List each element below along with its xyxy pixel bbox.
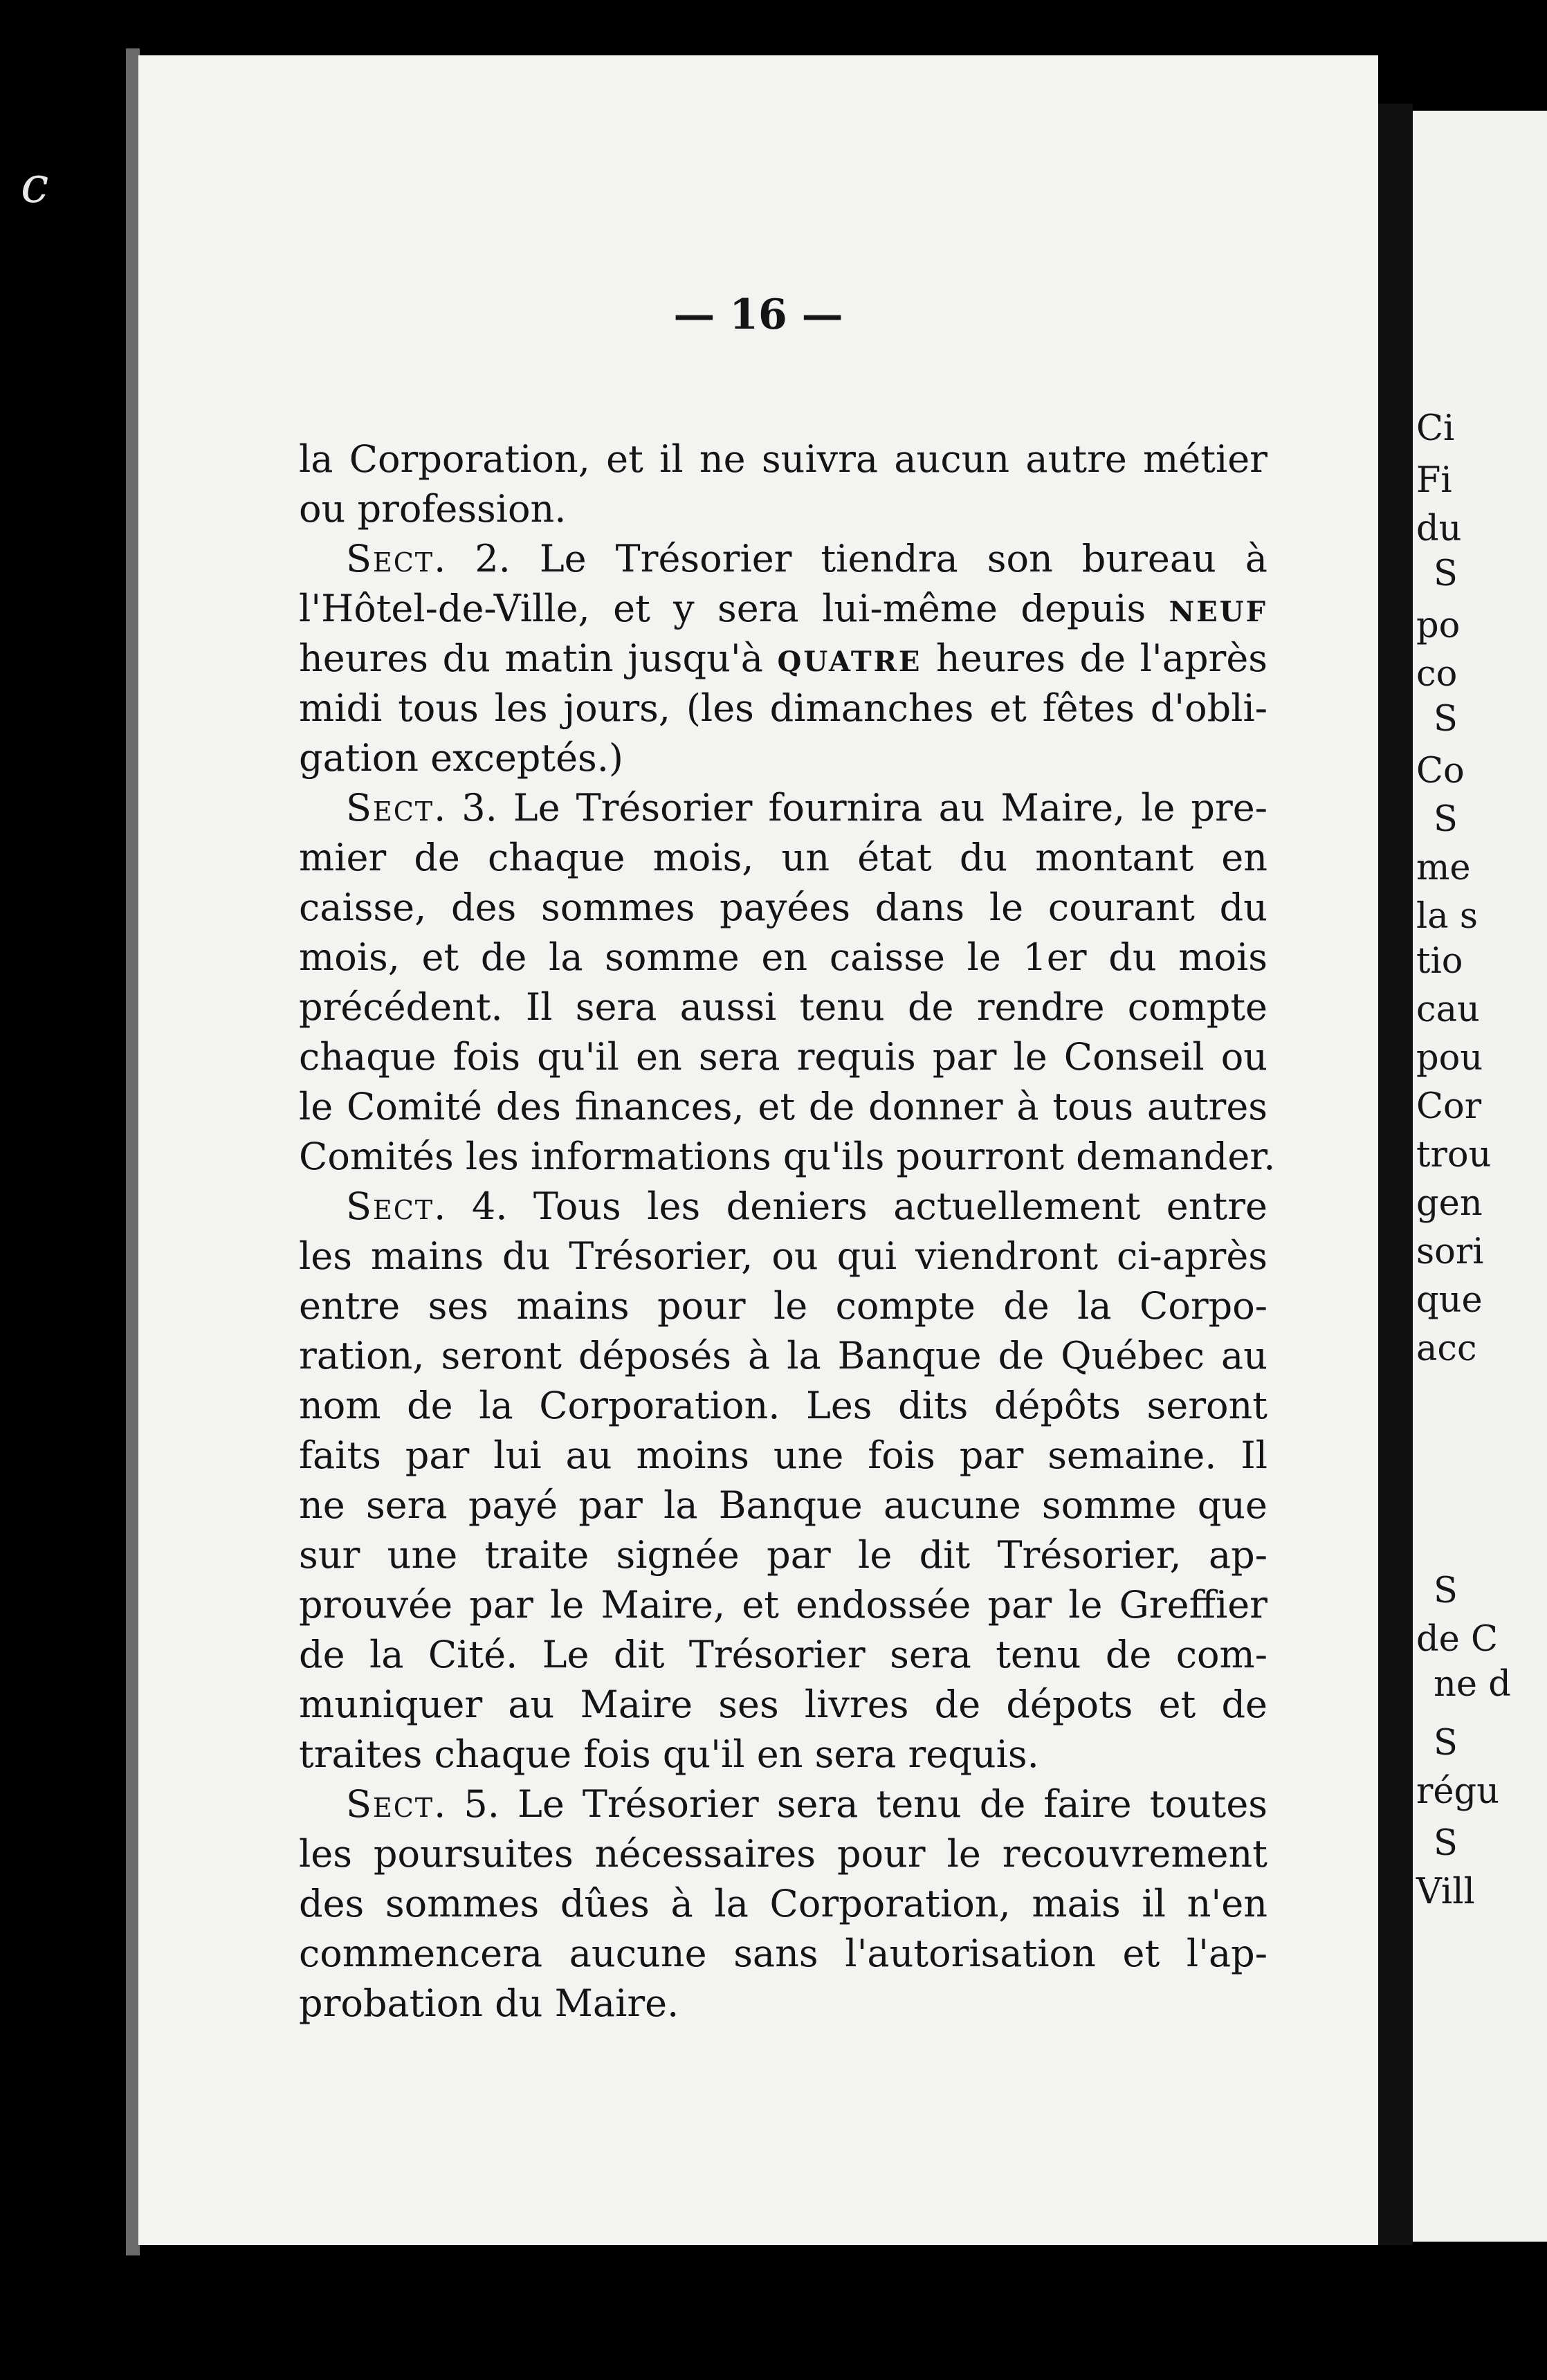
text-line xyxy=(299,933,1267,982)
facing-page-text: régu xyxy=(1416,1771,1500,1812)
facing-page-text: pou xyxy=(1416,1038,1483,1079)
text-run: Comités les informations qu'ils pourront demander. xyxy=(299,1135,1276,1178)
page-edge xyxy=(126,48,140,2255)
text-line xyxy=(299,1879,1267,1929)
text-run: l'Hôtel-de-Ville, et y sera lui-même depuis xyxy=(299,587,1169,630)
text-line xyxy=(299,1032,1267,1082)
text-line xyxy=(299,1381,1267,1431)
text-line xyxy=(299,1730,1267,1779)
text-line xyxy=(299,1281,1267,1331)
text-line xyxy=(299,1680,1267,1730)
text-run: traites chaque fois qu'il en sera requis. xyxy=(299,1732,1039,1776)
facing-page-text: Co xyxy=(1416,751,1465,791)
text-run: . 3. Le Trésorier fournira au Maire, le pre- xyxy=(434,786,1267,830)
page-gutter-shadow xyxy=(1378,104,1413,2245)
text-run: de la Cité. Le dit Trésorier sera tenu de com- xyxy=(299,1633,1267,1676)
text-line xyxy=(299,584,1267,634)
facing-page-text: S xyxy=(1434,699,1458,740)
facing-page-text: S xyxy=(1434,1823,1458,1864)
facing-page-text: tio xyxy=(1416,941,1463,982)
text-run: midi tous les jours, (les dimanches et fêtes d'obli- xyxy=(299,686,1267,730)
facing-page-text: co xyxy=(1416,654,1458,695)
text-line xyxy=(299,733,1267,783)
text-line xyxy=(299,1979,1267,2029)
text-line xyxy=(299,1431,1267,1481)
text-line xyxy=(299,1630,1267,1680)
text-line xyxy=(299,883,1267,933)
text-run: muniquer au Maire ses livres de dépots et de xyxy=(299,1683,1267,1726)
text-run: faits par lui au moins une fois par semaine. Il xyxy=(299,1434,1267,1477)
text-run: caisse, des sommes payées dans le courant du xyxy=(299,886,1267,929)
text-run: heures du matin jusqu'à xyxy=(299,637,778,680)
facing-page-text: Ci xyxy=(1416,408,1455,449)
facing-page-text: S xyxy=(1434,1723,1458,1764)
body-text xyxy=(299,434,1276,2029)
text-line xyxy=(299,1829,1267,1879)
text-run: mier de chaque mois, un état du montant en xyxy=(299,836,1267,879)
facing-page-text: S xyxy=(1434,553,1458,594)
text-run: gation exceptés.) xyxy=(299,736,623,780)
text-line xyxy=(299,1779,1267,1829)
text-line xyxy=(299,484,1267,534)
facing-page-text: acc xyxy=(1416,1328,1477,1369)
text-run: précédent. Il sera aussi tenu de rendre compte xyxy=(299,985,1267,1029)
text-line xyxy=(299,1132,1276,1182)
text-run: des sommes dûes à la Corporation, mais il n'en xyxy=(299,1882,1267,1925)
facing-page-text: S xyxy=(1434,799,1458,840)
text-run: les mains du Trésorier, ou qui viendront ci-après xyxy=(299,1234,1267,1278)
text-run: sur une traite signée par le dit Trésorier, ap- xyxy=(299,1533,1267,1577)
page xyxy=(138,55,1378,2245)
text-line xyxy=(299,1232,1267,1281)
facing-page-fragment xyxy=(1413,111,1547,2242)
text-run: la Corporation, et il ne suivra aucun autre métier xyxy=(299,437,1267,481)
text-line xyxy=(299,534,1267,584)
text-line xyxy=(299,1580,1267,1630)
facing-page-text: cau xyxy=(1416,989,1480,1030)
text-run: heures de l'après xyxy=(922,637,1267,680)
text-run: les poursuites nécessaires pour le recouvrement xyxy=(299,1832,1267,1876)
facing-page-text: gen xyxy=(1416,1183,1483,1224)
facing-page-text: S xyxy=(1434,1571,1458,1611)
text-run: chaque fois qu'il en sera requis par le Conseil ou xyxy=(299,1035,1267,1079)
section-label: Sect xyxy=(346,786,434,830)
scan-left-border xyxy=(0,0,125,2380)
emphasized-word: QUATRE xyxy=(777,646,922,678)
facing-page-text: me xyxy=(1416,848,1471,888)
text-line xyxy=(299,1331,1267,1381)
facing-page-text: la s xyxy=(1416,896,1479,937)
text-run: ne sera payé par la Banque aucune somme que xyxy=(299,1483,1267,1527)
facing-page-text: Cor xyxy=(1416,1086,1482,1127)
facing-page-text: du xyxy=(1416,509,1462,549)
text-line xyxy=(299,684,1267,733)
text-line xyxy=(299,434,1267,484)
text-line xyxy=(299,1929,1267,1979)
text-run: le Comité des finances, et de donner à tous autres xyxy=(299,1085,1267,1128)
emphasized-word: NEUF xyxy=(1169,596,1267,628)
text-line xyxy=(299,982,1267,1032)
text-run: ou profession. xyxy=(299,487,567,531)
text-run: prouvée par le Maire, et endossée par le Greffier xyxy=(299,1583,1267,1627)
section-label: Sect xyxy=(346,537,434,580)
text-run: . 4. Tous les deniers actuellement entre xyxy=(434,1184,1267,1228)
text-line xyxy=(299,634,1267,684)
facing-page-text: de C xyxy=(1416,1619,1499,1660)
text-line xyxy=(299,1082,1267,1132)
text-line xyxy=(299,1182,1267,1232)
text-line xyxy=(299,1481,1267,1530)
text-run: . 2. Le Trésorier tiendra son bureau à xyxy=(434,537,1267,580)
text-run: ration, seront déposés à la Banque de Québec au xyxy=(299,1334,1267,1377)
facing-page-text: po xyxy=(1416,605,1461,646)
text-line xyxy=(299,833,1267,883)
section-label: Sect xyxy=(346,1782,434,1826)
text-run: commencera aucune sans l'autorisation et l'ap- xyxy=(299,1932,1267,1975)
text-run: . 5. Le Trésorier sera tenu de faire toutes xyxy=(434,1782,1267,1826)
margin-mark: c xyxy=(21,156,49,214)
page-number: — 16 — xyxy=(673,291,843,339)
facing-page-text: ne d xyxy=(1434,1664,1511,1705)
facing-page-text: trou xyxy=(1416,1135,1492,1175)
text-run: mois, et de la somme en caisse le 1er du mois xyxy=(299,935,1267,979)
facing-page-text: Vill xyxy=(1416,1871,1475,1912)
facing-page-text: Fi xyxy=(1416,460,1452,501)
text-line xyxy=(299,1530,1267,1580)
facing-page-text: que xyxy=(1416,1280,1483,1321)
text-line xyxy=(299,783,1267,833)
text-run: probation du Maire. xyxy=(299,1981,679,2025)
facing-page-text: sori xyxy=(1416,1232,1484,1272)
text-run: entre ses mains pour le compte de la Corpo- xyxy=(299,1284,1267,1328)
text-run: nom de la Corporation. Les dits dépôts seront xyxy=(299,1384,1267,1427)
section-label: Sect xyxy=(346,1184,434,1228)
